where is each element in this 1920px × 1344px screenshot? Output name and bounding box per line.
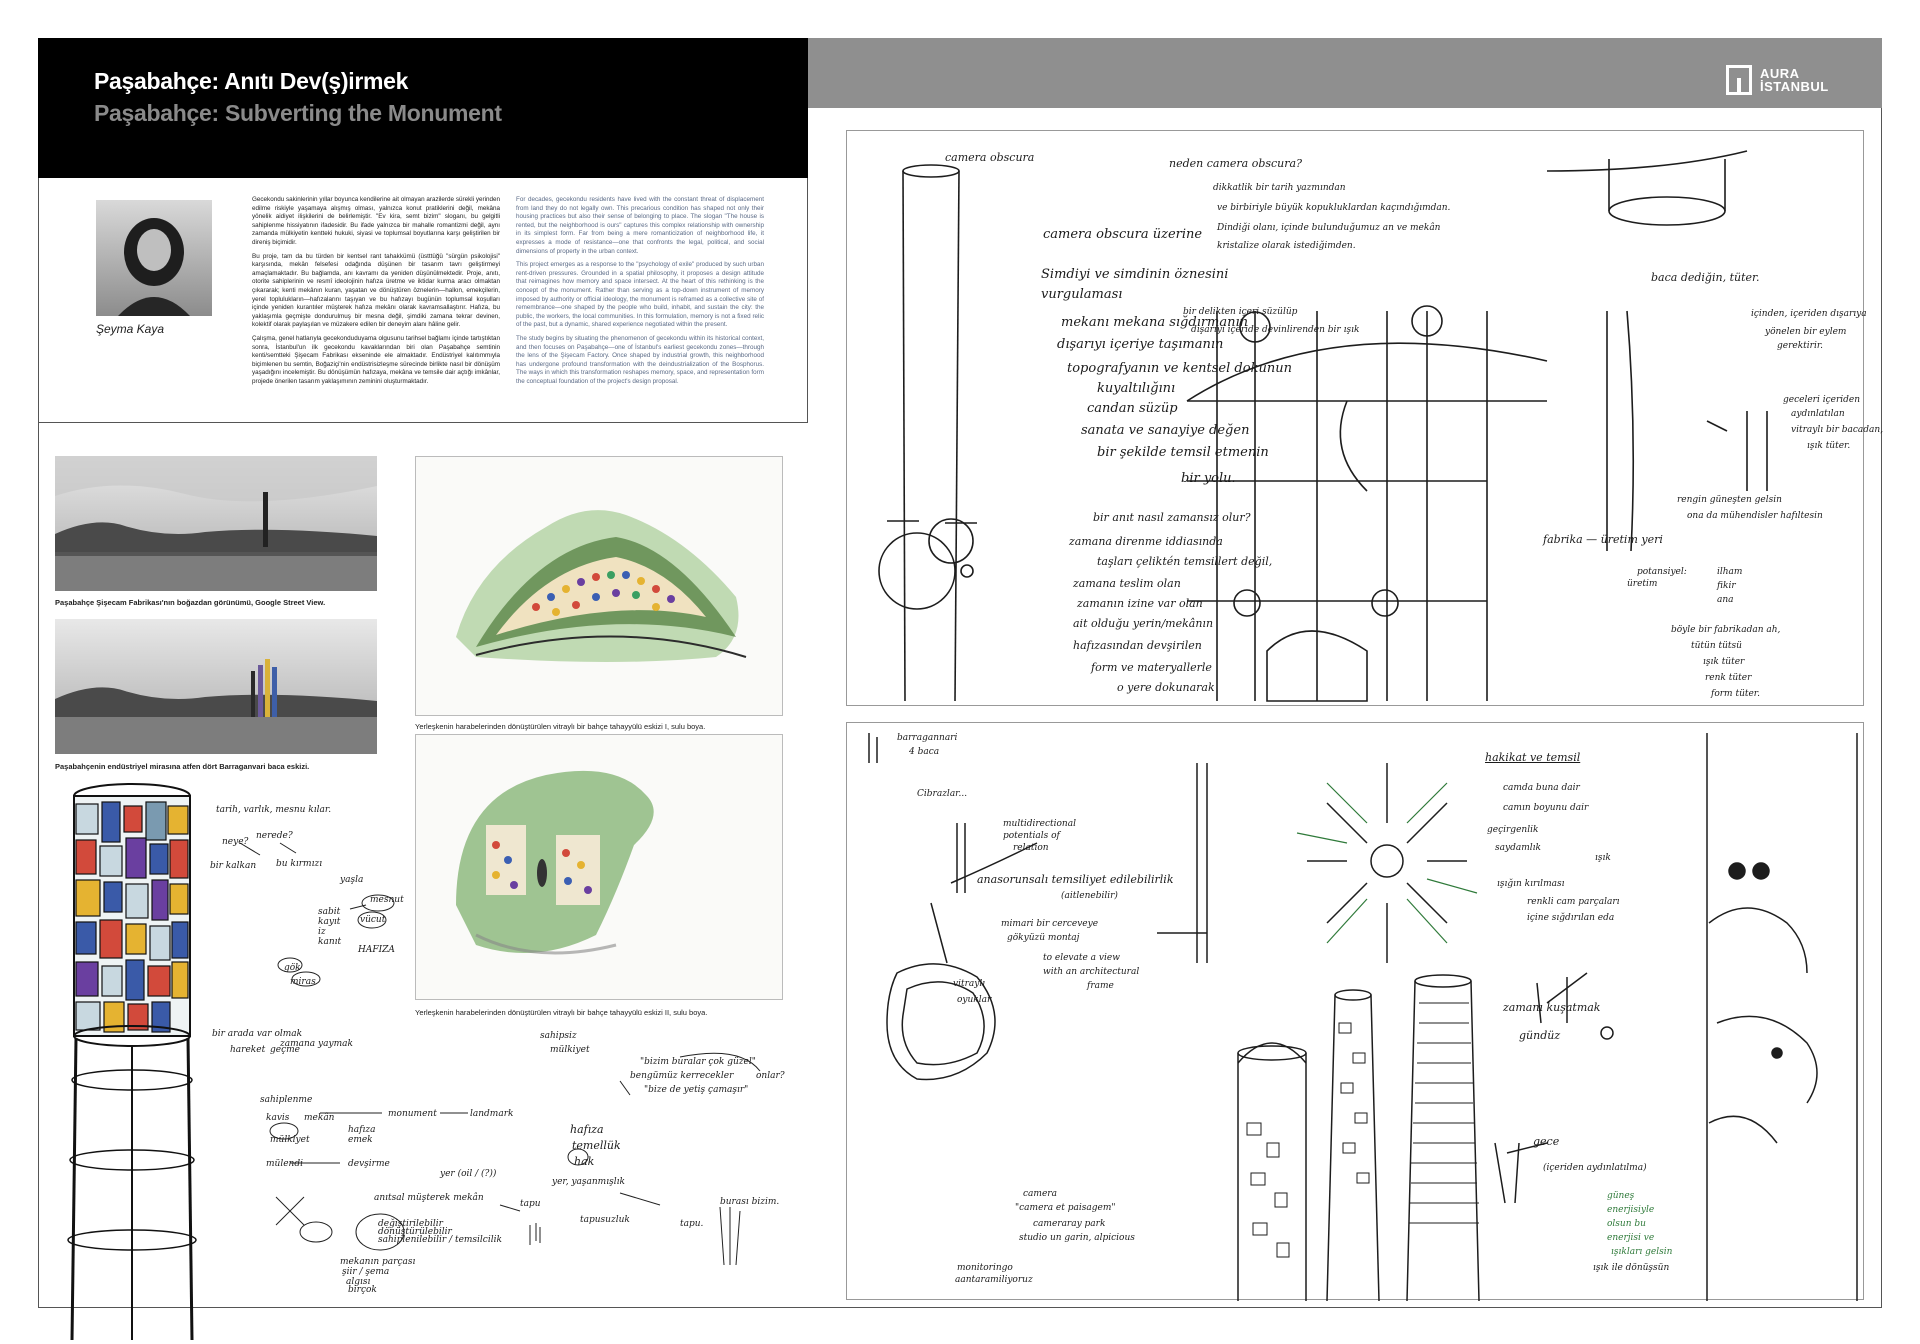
logo-mark-icon [1726,65,1752,95]
author-portrait [96,200,212,316]
watercolor-caption: Yerleşkenin harabelerinden dönüştürülen vitraylı bir bahçe tahayyülü eskizi II, sulu boya. [415,1008,708,1017]
factory-photo [55,456,377,591]
photo-caption: Paşabahçe Şişecam Fabrikası'nın boğazdan görünümü, Google Street View. [55,598,326,607]
paragraph: Gecekondu sakinlerinin yıllar boyunca kendilerine ait olmayan arazilerde sürekli yerinden edilme riskiyle yaşamaya alışmış olması, yalnızca konut pratiklerini değil, mekâna yönelik aidiyet ilişkilerini de belirlemiştir. "Ev kira, semt bizim" sloganı, bu gelgitli sahiplenme hissiyatının ifadesidir. Bu ifade yalnızca bir mahalle romantizmi değil, aynı zamanda mülkiyetin kentteki hukuki, siyasi ve toplumsal boyutlarına karşı geliştirilen bir direniş biçimidir. [252,196,500,246]
paragraph: This project emerges as a response to the "psychology of exile" produced by such urban rent-driven pressures. Grounded in a spatial philosophy, it proposes a design attitude that reimagines how memory and space intersect. At the heart of this rethinking is the concept of the monument. Rather than serving as a top-down instrument of memory imposed by authority or official ideology, the monument is reframed as a collective site of remembrance—one shaped by the people who build, inhabit, and sustain the city: the public, the workers, the local communities. In this formulation, memory is not a fixed relic of the past, but a dynamic, shared experience negotiated within the present. [516,261,764,329]
paragraph: Çalışma, genel hatlarıyla gecekonduduyama olgusunu tarihsel bağlamı içinde tartıştıktan sonra, İstanbul'un ilk gecekondu kavaklarından biri olan Paşabahçe semtinin kenti/semtteki Şişecam Fabrikası ekseninde ele almaktadır. Endüstriyel kalıtımmıyla biçimlenen bu semtin, Boğaziçi'nin endüstrisizleşme sürecinde birlikte nasıl bir dönüşüm yaşadığını incelemiştir. Bu dönüşümün hafızaya, mekâna ve temsile dair açtığı imkânlar, projede önerilen tasarım yaklaşımının zeminini oluşturmaktadır. [252,334,500,385]
mindmap-notes: tarih, varlık, mesnu kılar. neye? nerede? bir kalkan bu kırmızı yaşla sabit kayıt iz kanıt mesnut vücut HAFIZA gök miras bir arada var olmak zamana yaymak hareket geçme sahiplenme kavis mekân monument landmark hafıza emek mülkiyet mülendi devşirme yer (oil / (?)) anıtsal müşterek mekân değiştirilebilir dönüştürülebilir sahiplenilebilir / temsilcilik sahipsiz mülkiyet "bizim buralar çok güzel" bengümüz kerrecekler "bize de yetiş çamaşır" onlar? hafıza temellük hak yer, yaşanmışlık tapu tapusuzluk tapu. burası bizim. mekanın parçası şiir / şema algısı birçok [210,805,785,1295]
paragraph: Bu proje, tam da bu türden bir kentsel rant tahakkümü (üstttüğü "sürgün psikolojisi" karşısında, mekân felsefesi odağında düşünen bir tasarım tavrı geliştirmeyi amaçlamaktadır. Bu bağlamda, anı kavramı da yeniden düşünülmektedir. Proje, anıtı, otorite sahiplerinin ve resmî ideolojinin hafıza üretme ve iktidar kurma aracı olmaktan çıkararak; kenti mekânın kuran, yaşatan ve dönüştüren öznelerin—halkın, emekçilerin, yerel toplulukların—hafızalarını taşıyan ve bu hafızayı bugünün toplumsal koşulları içinde yeniden kurantıler müşterek hafıza mekânı olarak kavramsallaştırır. Hafıza, bu yaklaşımla geçmişte dondurulmuş bir mesna değil, şimdiki zamana tekrar devinen, kolektif olarak paylaşılan ve müzakere edilen bir deneyim alanı hâline gelir. [252,252,500,329]
author-name: Şeyma Kaya [96,322,165,336]
aura-istanbul-logo [1726,62,1829,98]
photo-caption: Paşabahçenin endüstriyel mirasına atfen dört Barraganvari baca eskizi. [55,762,310,771]
text-column-english [516,196,764,391]
stained-glass-chimney-model [62,780,202,1340]
header-band [808,38,1882,108]
paragraph: For decades, gecekondu residents have lived with the constant threat of displacement from land they do not legally own. This precarious condition has shaped not only their housing practices but also their sense of belonging to place. The slogan "The house is rented, but the neighborhood is ours" captures this complex relationship with ownership in its simplest form. Far from being a mere romanticization of neighborhood life, it expresses a mode of resistance—one that confronts the legal, political, and social dimensions of property in the urban context. [516,196,764,255]
camera-obscura-sketch-panel: camera obscura neden camera obscura? dikkatlik bir tarih yazmından ve birbiriyle büyük kopukluklardan kaçındığımdan. Dindiği olanı, içinde bulunduğumuz an ve mekân kristalize olarak istediğimden. camera obscura üzerine Simdiyi ve simdinin öznesini vurgulaması mekanı mekana sığdırmanın dışarıyı içeriye taşımanın topografyanın ve kentsel dokunun kuyaltılığını candan süzüp sanata ve sanayiye değen bir şekilde temsil etmenin bir yolu. bir delikten içeri süzülüp dışarıyı içeride devinlirenden bir ışık bir anıt nasıl zamansız olur? zamana direnme iddiasında taşları çeliktén temsillert değil, zamana teslim olan zamanın izine var olan ait olduğu yerin/mekânın hafızasından devşirilen form ve materyallerle o yere dokunarak baca dediğin, tüter. içinden, içeriden dışarıya yönelen bir eylem gerektirir. geceleri içeriden aydınlatılan vitraylı bir bacadan, ışık tüter. rengin güneşten gelsin ona da mühendisler hafıltesin fabrika — üretim yeri potansiyel: üretim ilham fikir ana böyle bir fabrikadan ah, tütün tütsü ışık tüter renk tüter form tüter. [846,130,1864,706]
watercolor-sketch-1 [415,456,783,716]
title-english: Paşabahçe: Subverting the Monument [94,100,502,126]
title-turkish: Paşabahçe: Anıtı Dev(ş)irmek [94,68,409,94]
chimney-sketch-photo [55,619,377,754]
title-block [38,38,808,178]
logo-text: AURA İSTANBUL [1760,66,1829,94]
paragraph: The study begins by situating the phenomenon of gecekondu within its historical context, and then focuses on Paşabahçe—one of İstanbul's earliest gecekondu zones—through the lens of the Şişecam Factory. Once shaped by industrial growth, this neighborhood has undergone profound transformation with the deindustrialization of the Bosphorus. The ways in which this transformation reshapes memory, space, and representation form the conceptual foundation of the project's design proposal. [516,334,764,385]
text-column-turkish [252,196,500,391]
stained-glass-chimney-sketch-panel: barragannari 4 baca Cibrazlar... multidirectional potentials of relation anasorunsalı temsiliyet edilebilirlik (aitlenebilir) mimari bir cerceveye gökyüzü montaj to elevate a view with an architectural frame vitraylı oyuklar hakikat ve temsil camda buna dair camın boyunu dair geçirgenlik saydamlık ışık ışığın kırılması renkli cam parçaları içine sığdırılan eda zamanı kuşatmak gündüz gece (içeriden aydınlatılma) güneş enerjisiyle olsun bu enerjisi ve ışıkları gelsin ışık ile dönüşsün camera "camera et paisagem" cameraray park studio un garin, alpicious monitoringo aantaramiliyoruz [846,722,1864,1300]
watercolor-caption: Yerleşkenin harabelerinden dönüştürülen vitraylı bir bahçe tahayyülü eskizi I, sulu boya. [415,722,706,731]
